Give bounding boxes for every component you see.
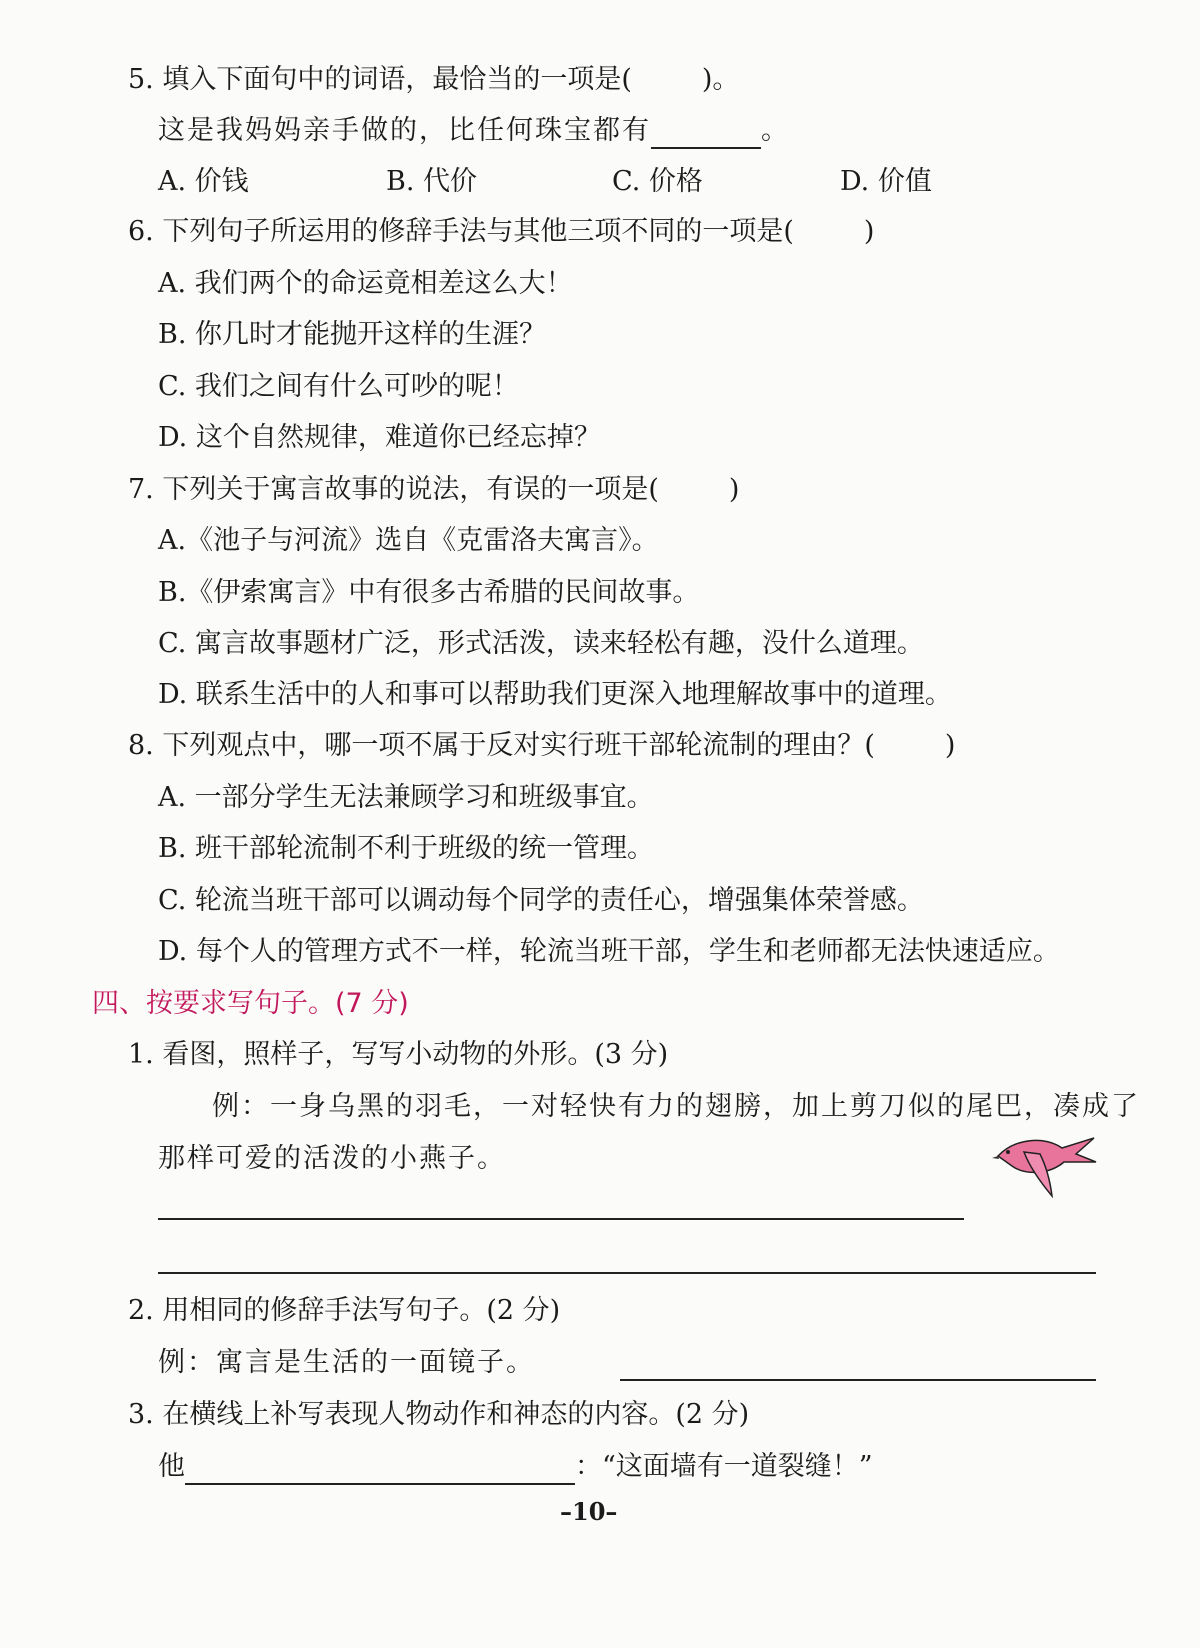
q7-option-c[interactable]: C. 寓言故事题材广泛，形式活泼，读来轻松有趣，没什么道理。	[158, 628, 924, 659]
q5-option-b[interactable]: B. 代价	[386, 166, 478, 197]
q8-option-d[interactable]: D. 每个人的管理方式不一样，轮流当班干部，学生和老师都无法快速适应。	[158, 936, 1060, 967]
s1-stem: 1. 看图，照样子，写写小动物的外形。(3 分)	[128, 1039, 669, 1070]
q7-option-a[interactable]: A.《池子与河流》选自《克雷洛夫寓言》。	[158, 525, 659, 556]
s3-stem: 3. 在横线上补写表现人物动作和神态的内容。(2 分)	[128, 1399, 750, 1430]
s3-sentence: 他 ：“这面墙有一道裂缝！”	[158, 1449, 873, 1485]
q6-option-b[interactable]: B. 你几时才能抛开这样的生涯？	[158, 319, 547, 350]
q8-option-b[interactable]: B. 班干部轮流制不利于班级的统一管理。	[158, 833, 655, 864]
fill-blank[interactable]	[185, 1457, 575, 1485]
q5-option-a[interactable]: A. 价钱	[158, 166, 249, 197]
s1-example-line2: 那样可爱的活泼的小燕子。	[158, 1143, 506, 1174]
q5-stem: 5. 填入下面句中的词语，最恰当的一项是( )。	[128, 64, 740, 95]
q7-option-b[interactable]: B.《伊索寓言》中有很多古希腊的民间故事。	[158, 577, 700, 608]
section-heading: 四、按要求写句子。(7 分)	[92, 988, 409, 1019]
swallow-icon	[990, 1118, 1100, 1198]
answer-line[interactable]	[158, 1218, 964, 1220]
q6-option-d[interactable]: D. 这个自然规律，难道你已经忘掉？	[158, 422, 601, 453]
fill-blank[interactable]	[651, 121, 761, 149]
s1-example-line1: 例：一身乌黑的羽毛，一对轻快有力的翅膀，加上剪刀似的尾巴，凑成了	[212, 1091, 1140, 1122]
answer-line[interactable]	[620, 1379, 1096, 1381]
s2-stem: 2. 用相同的修辞手法写句子。(2 分)	[128, 1295, 561, 1326]
answer-line[interactable]	[158, 1272, 1096, 1274]
q5-options	[158, 164, 1080, 200]
q6-option-c[interactable]: C. 我们之间有什么可吵的呢！	[158, 371, 519, 402]
q5-option-c[interactable]: C. 价格	[612, 166, 703, 197]
q8-option-c[interactable]: C. 轮流当班干部可以调动每个同学的责任心，增强集体荣誉感。	[158, 885, 924, 916]
q8-option-a[interactable]: A. 一部分学生无法兼顾学习和班级事宜。	[158, 782, 654, 813]
q8-stem: 8. 下列观点中，哪一项不属于反对实行班干部轮流制的理由？( )	[128, 730, 956, 761]
q6-option-a[interactable]: A. 我们两个的命运竟相差这么大！	[158, 268, 573, 299]
q5-sentence: 这是我妈妈亲手做的，比任何珠宝都有 。	[158, 113, 790, 149]
q5-option-d[interactable]: D. 价值	[840, 166, 932, 197]
q6-stem: 6. 下列句子所运用的修辞手法与其他三项不同的一项是( )	[128, 216, 875, 247]
page-number: –10–	[560, 1497, 618, 1526]
q7-option-d[interactable]: D. 联系生活中的人和事可以帮助我们更深入地理解故事中的道理。	[158, 679, 952, 710]
s2-example: 例：寓言是生活的一面镜子。	[158, 1347, 535, 1378]
q7-stem: 7. 下列关于寓言故事的说法，有误的一项是( )	[128, 474, 740, 505]
